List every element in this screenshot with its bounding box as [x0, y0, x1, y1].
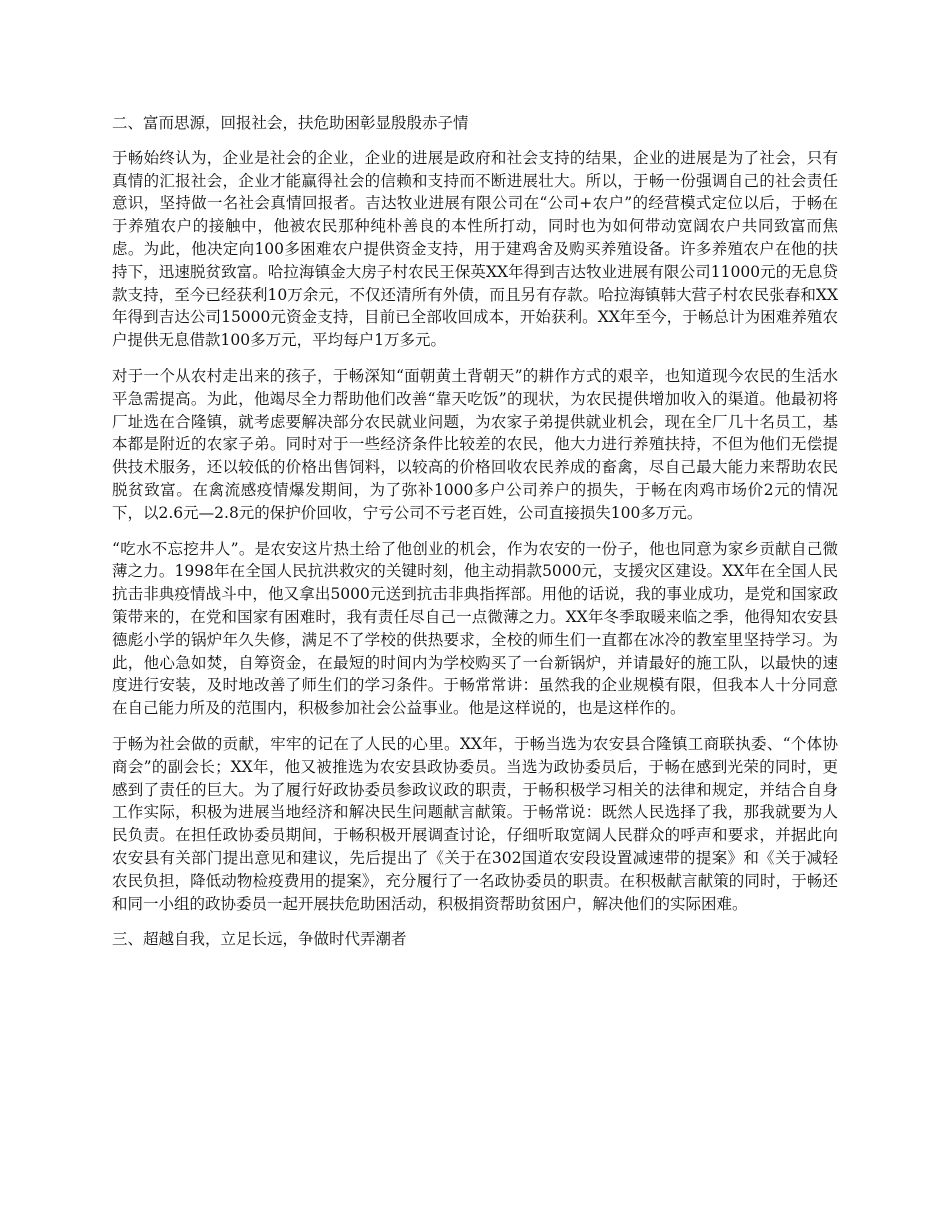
- section-heading-3: 三、超越自我，立足长远，争做时代弄潮者: [112, 930, 407, 949]
- paragraph-1: 于畅始终认为，企业是社会的企业，企业的进展是政府和社会支持的结果，企业的进展是为了社会，只有真情的汇报社会，企业才能赢得社会的信赖和支持而不断进展壮大。所以，于畅一份强调自己的社会责任意识，坚持做一名社会真情回报者。吉达牧业进展有限公司在“公司+农户”的经营模式定位以后，于畅在于养殖农户的接触中，他被农民那种纯朴善良的本性所打动，同时也为如何带动宽阔农户共同致富而焦虑。为此，他决定向100多困难农户提供资金支持，用于建鸡舍及购买养殖设备。许多养殖农户在他的扶持下，迅速脱贫致富。哈拉海镇金大房子村农民王保英XX年得到吉达牧业进展有限公司11000元的无息贷款支持，至今已经获利10万余元，不仅还清所有外债，而且另有存款。哈拉海镇韩大营子村农民张春和XX年得到吉达公司15000元资金支持，目前已全部收回成本，开始获利。XX年至今，于畅总计为困难养殖农户提供无息借款100多万元，平均每户1万多元。: [112, 148, 838, 350]
- paragraph-2: 对于一个从农村走出来的孩子，于畅深知“面朝黄土背朝天”的耕作方式的艰辛，也知道现今农民的生活水平急需提高。为此，他竭尽全力帮助他们改善“靠天吃饭”的现状，为农民提供增加收入的渠道。他最初将厂址选在合隆镇，就考虑要解决部分农民就业问题，为农家子弟提供就业机会，现在全厂几十名员工，基本都是附近的农家子弟。同时对于一些经济条件比较差的农民，他大力进行养殖扶持，不但为他们无偿提供技术服务，还以较低的价格出售饲料，以较高的价格回收农民养成的畜禽，尽自己最大能力来帮助农民脱贫致富。在禽流感疫情爆发期间，为了弥补1000多户公司养户的损失，于畅在肉鸡市场价2元的情况下，以2.6元—2.8元的保护价回收，宁亏公司不亏老百姓，公司直接损失100多万元。: [112, 366, 838, 522]
- section-heading-2: 二、富而思源，回报社会，扶危助困彰显殷殷赤子情: [112, 114, 469, 132]
- paragraph-3: “吃水不忘挖井人”。是农安这片热土给了他创业的机会，作为农安的一份子，他也同意为家乡贡献自己微薄之力。1998年在全国人民抗洪救灾的关键时刻，他主动捐款5000元，支援灾区建设。XX年在全国人民抗击非典疫情战斗中，他又拿出5000元送到抗击非典指挥部。用他的话说，我的事业成功，是党和国家政策带来的，在党和国家有困难时，我有责任尽自己一点微薄之力。XX年冬季取暖来临之季，他得知农安县德彪小学的锅炉年久失修，满足不了学校的供热要求，全校的师生们一直都在冰冷的教室里坚持学习。为此，他心急如焚，自筹资金，在最短的时间内为学校购买了一台新锅炉，并请最好的施工队，以最快的速度进行安装，及时地改善了师生们的学习条件。于畅常常讲：虽然我的企业规模有限，但我本人十分同意在自己能力所及的范围内，积极参加社会公益事业。他是这样说的，也是这样作的。: [112, 539, 838, 718]
- paragraph-4: 于畅为社会做的贡献，牢牢的记在了人民的心里。XX年，于畅当选为农安县合隆镇工商联执委、“个体协商会”的副会长；XX年，他又被推选为农安县政协委员。当选为政协委员后，于畅在感到光荣的同时，更感到了责任的巨大。为了履行好政协委员参政议政的职责，于畅积极学习相关的法律和规定，并结合自身工作实际，积极为进展当地经济和解决民生问题献言献策。于畅常说：既然人民选择了我，那我就要为人民负责。在担任政协委员期间，于畅积极开展调查讨论，仔细听取宽阔人民群众的呼声和要求，并据此向农安县有关部门提出意见和建议，先后提出了《关于在302国道农安段设置减速带的提案》和《关于减轻农民负担，降低动物检疫费用的提案》，充分履行了一名政协委员的职责。在积极献言献策的同时，于畅还和同一小组的政协委员一起开展扶危助困活动，积极捐资帮助贫困户，解决他们的实际困难。: [112, 734, 838, 913]
